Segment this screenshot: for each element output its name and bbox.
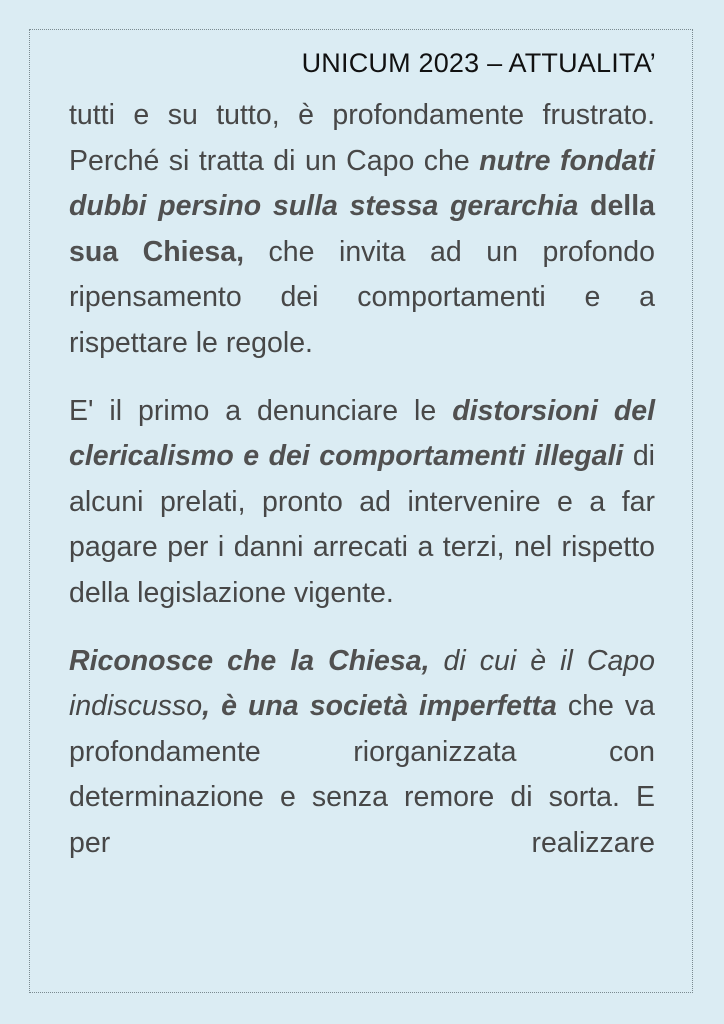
bold-segment: della sua Chiesa, — [69, 190, 655, 268]
page-header: UNICUM 2023 – ATTUALITA’ — [301, 48, 656, 78]
text-segment: di alcuni prelati, pronto ad intervenire e a far pagare per i danni arrecati a terzi, nel rispetto della legislazione vigente. — [69, 440, 656, 609]
text-segment: tutti e su tutto, è profondamente frustrato. Perché si tratta di un Capo che — [69, 99, 655, 177]
emphasis-segment: distorsioni del clericalismo e dei comportamenti illegali — [69, 394, 655, 473]
text-segment: che invita ad un profondo ripensamento dei comportamenti e a rispettare le regole. — [69, 235, 655, 359]
emphasis-segment: nutre fondati dubbi persino sulla stessa gerarchia — [69, 144, 655, 223]
paragraph-1 — [69, 93, 655, 367]
emphasis-segment: Riconosce che la Chiesa, — [69, 644, 430, 677]
text-segment: E' il primo a denunciare le — [69, 394, 453, 427]
emphasis-segment: , è una società imperfetta — [202, 690, 557, 723]
article-body — [69, 93, 655, 889]
italic-segment: di cui è il Capo indiscusso — [69, 644, 655, 723]
paragraph-2 — [69, 389, 655, 617]
paragraph-3 — [69, 639, 655, 867]
text-segment: che va profondamente riorganizzata con determinazione e senza remore di sorta. E per realizzare — [69, 690, 655, 859]
